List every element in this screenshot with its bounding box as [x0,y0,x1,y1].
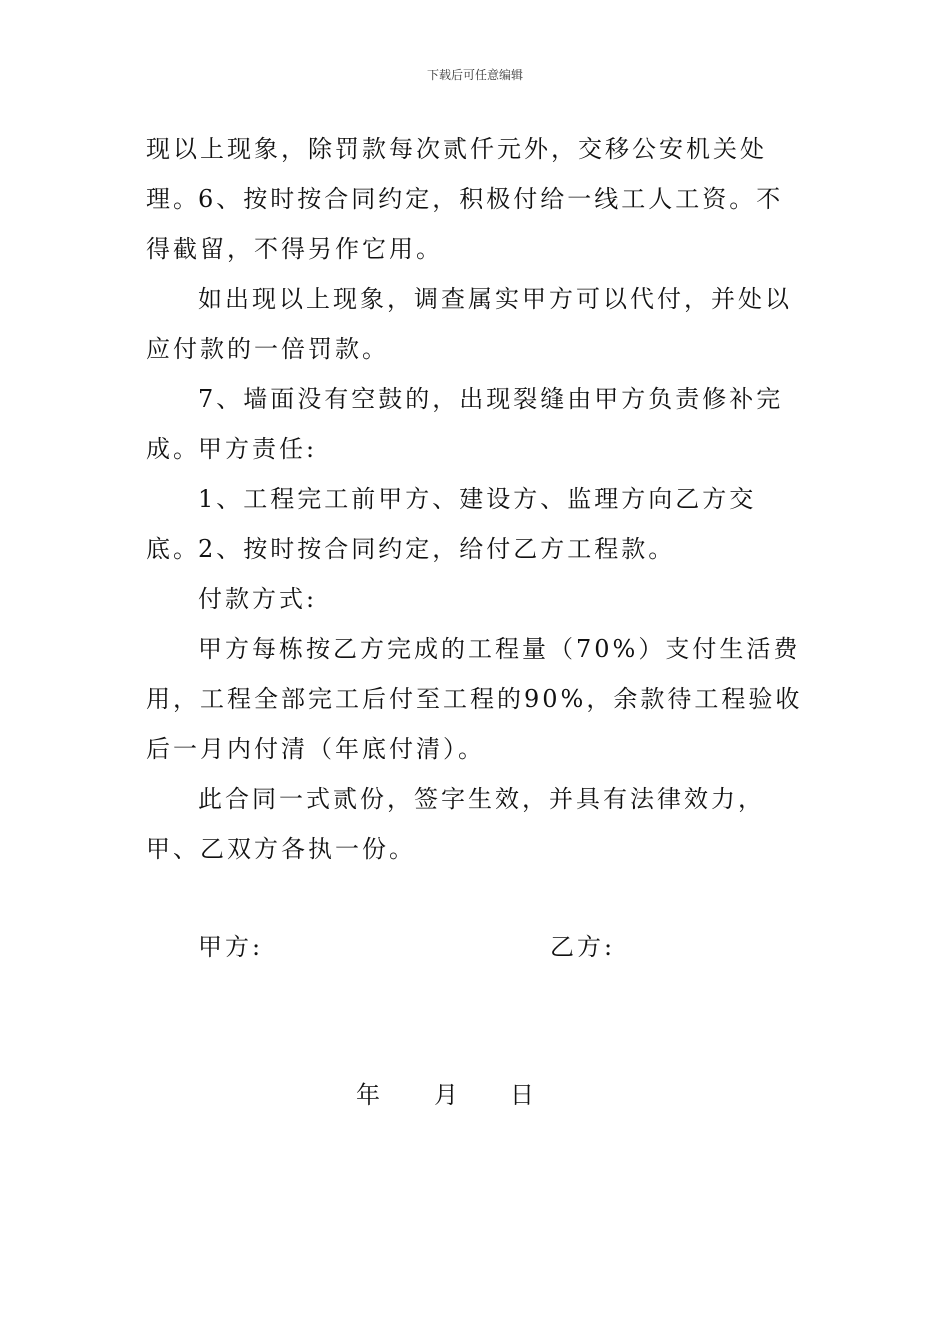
date-year-label: 年 [356,1081,380,1109]
paragraph-payment-terms: 甲方每栋按乙方完成的工程量（70%）支付生活费用，工程全部完工后付至工程的90%，余款待工程验收后一月内付清（年底付清）。 [146,635,803,763]
paragraph-penalty-continuation: 现以上现象，除罚款每次贰仟元外，交移公安机关处理。 [146,135,767,213]
paragraph-responsibility-2: 2、按时按合同约定，给付乙方工程款。 [198,535,676,563]
page-header-note: 下载后可任意编辑 [426,68,523,82]
paragraph-penalty-clause: 如出现以上现象，调查属实甲方可以代付，并处以应付款的一倍罚款。 [146,285,792,363]
paragraph-item-7: 7、墙面没有空鼓的，出现裂缝由甲方负责修补完成。 [146,385,784,463]
paragraph-item-6: 6、按时按合同约定，积极付给一线工人工资。不得截留，不得另作它用。 [146,185,784,263]
heading-payment-method: 付款方式: [198,585,318,613]
date-day-label: 日 [510,1081,534,1109]
paragraph-responsibility-1: 1、工程完工前甲方、建设方、监理方向乙方交底。 [146,485,757,563]
signature-party-a-label: 甲方: [198,933,264,961]
heading-party-a-responsibility: 甲方责任: [198,435,318,463]
signature-party-b-label: 乙方: [550,933,616,961]
paragraph-contract-copies: 此合同一式贰份，签字生效，并具有法律效力，甲、乙双方各执一份。 [146,785,765,863]
date-month-label: 月 [434,1081,458,1109]
